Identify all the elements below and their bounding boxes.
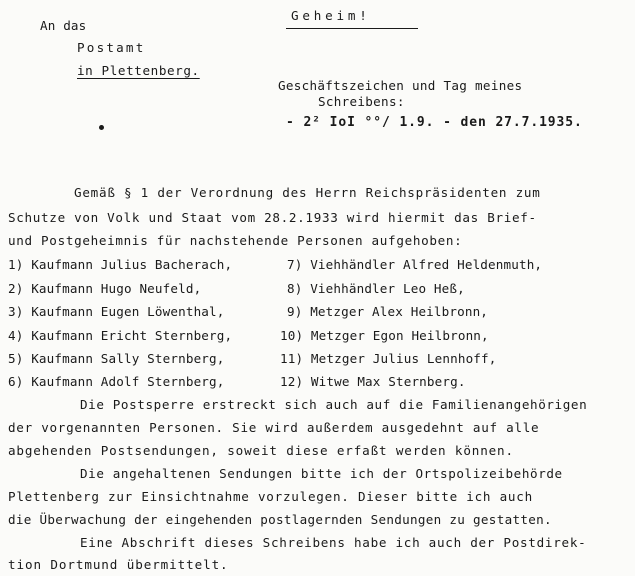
reference-label-2: Schreibens: <box>318 94 405 109</box>
paragraph-3-line-2: tion Dortmund übermittelt. <box>8 557 229 572</box>
paragraph-2-line-1: Die angehaltenen Sendungen bitte ich der Ortspolizeibehörde <box>80 466 563 481</box>
address-line-3: in Plettenberg. <box>77 63 200 78</box>
paragraph-1-line-1: Die Postsperre erstreckt sich auch auf die Familienangehörigen <box>80 397 588 412</box>
reference-value: - 2² IoI °°/ 1.9. - den 27.7.1935. <box>286 115 583 130</box>
intro-line-2: Schutze von Volk und Staat vom 28.2.1933 wird hiermit das Brief- <box>8 210 537 225</box>
ink-dot <box>99 125 104 130</box>
person-item: 10) Metzger Egon Heilbronn, <box>280 328 489 343</box>
classification-stamp: Geheim! <box>291 8 371 23</box>
intro-line-1: Gemäß § 1 der Verordnung des Herrn Reichspräsidenten zum <box>74 185 541 200</box>
reference-label-1: Geschäftszeichen und Tag meines <box>278 78 523 93</box>
person-item: 11) Metzger Julius Lennhoff, <box>280 351 497 366</box>
person-item: 6) Kaufmann Adolf Sternberg, <box>8 374 225 389</box>
paragraph-2-line-3: die Überwachung der eingehenden postlagernden Sendungen zu gestatten. <box>8 512 552 527</box>
person-item: 12) Witwe Max Sternberg. <box>280 374 466 389</box>
classification-underline <box>286 28 418 29</box>
person-item: 1) Kaufmann Julius Bacherach, <box>8 257 233 272</box>
paragraph-3-line-1: Eine Abschrift dieses Schreibens habe ich auch der Postdirek- <box>80 535 587 550</box>
person-item: 5) Kaufmann Sally Sternberg, <box>8 351 225 366</box>
person-item: 2) Kaufmann Hugo Neufeld, <box>8 281 202 296</box>
person-item: 4) Kaufmann Ericht Sternberg, <box>8 328 233 343</box>
person-item: 9) Metzger Alex Heilbronn, <box>287 304 489 319</box>
intro-line-3: und Postgeheimnis für nachstehende Personen aufgehoben: <box>8 233 463 248</box>
person-item: 7) Viehhändler Alfred Heldenmuth, <box>287 257 543 272</box>
address-line-2: Postamt <box>77 40 146 55</box>
person-item: 8) Viehhändler Leo Heß, <box>287 281 465 296</box>
paragraph-1-line-3: abgehenden Postsendungen, soweit diese erfaßt werden können. <box>8 443 514 458</box>
paragraph-1-line-2: der vorgenannten Personen. Sie wird außerdem ausgedehnt auf alle <box>8 420 540 435</box>
address-line-1: An das <box>40 18 87 33</box>
person-item: 3) Kaufmann Eugen Löwenthal, <box>8 304 225 319</box>
paragraph-2-line-2: Plettenberg zur Einsichtnahme vorzulegen. Dieser bitte ich auch <box>8 489 533 504</box>
